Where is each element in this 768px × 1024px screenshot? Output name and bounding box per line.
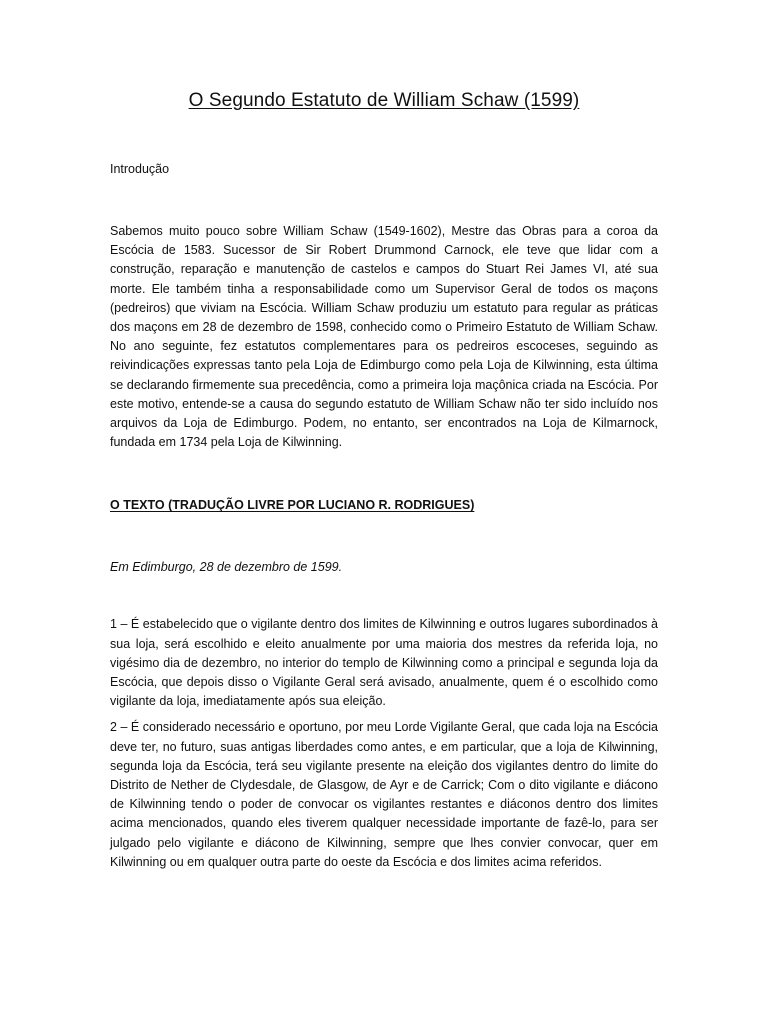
article-1: 1 – É estabelecido que o vigilante dentro dos limites de Kilwinning e outros lugares subordinados à sua loja, será escolhido e eleito anualmente por uma maioria dos mestres da referida loja, no vigésimo dia de dezembro, no interior do templo de Kilwinning como a principal e segunda loja da Escócia, que depois disso o Vigilante Geral será avisado, anualmente, quem é o escolhido como vigilante da loja, imediatamente após sua eleição.: [110, 617, 658, 709]
text-section-heading: O TEXTO (TRADUÇÃO LIVRE POR LUCIANO R. RODRIGUES): [110, 498, 475, 513]
place-date-line: Em Edimburgo, 28 de dezembro de 1599.: [110, 560, 343, 575]
document-title: O Segundo Estatuto de William Schaw (1599): [188, 90, 580, 111]
intro-paragraph: Sabemos muito pouco sobre William Schaw (1549-1602), Mestre das Obras para a coroa da Escócia de 1583. Sucessor de Sir Robert Drummond Carnock, ele teve que lidar com a construção, reparação e manutenção de castelos e campos do Stuart Rei James VI, até sua morte. Ele também tinha a responsabilidade como um Supervisor Geral de todos os maçons (pedreiros) que viviam na Escócia. William Schaw produziu um estatuto para regular as práticas dos maçons em 28 de dezembro de 1598, conhecido como o Primeiro Estatuto de William Schaw. No ano seguinte, fez estatutos complementares para os pedreiros escoceses, seguindo as reivindicações expressas tanto pela Loja de Edimburgo como pela Loja de Kilwinning, esta última se declarando firmemente sua precedência, como a primeira loja maçônica criada na Escócia. Por este motivo, entende-se a causa do segundo estatuto de William Schaw não ter sido incluído nos arquivos da Loja de Edimburgo. Podem, no entanto, ser encontrados na Loja de Kilmarnock, fundada em 1734 pela Loja de Kilwinning.: [110, 224, 658, 450]
intro-label: Introdução: [110, 162, 170, 176]
document-page: [110, 88, 658, 872]
article-2: 2 – É considerado necessário e oportuno, por meu Lorde Vigilante Geral, que cada loja na Escócia deve ter, no futuro, suas antigas liberdades como antes, e em particular, que a loja de Kilwinning, segunda loja da Escócia, terá seu vigilante presente na eleição dos vigilantes dentro do limite do Distrito de Nether de Clydesdale, de Glasgow, de Ayr e de Carrick; Com o dito vigilante e diácono de Kilwinning tendo o poder de convocar os vigilantes restantes e diáconos dentro dos limites acima mencionados, quando eles tiverem qualquer necessidade importante de fazê-lo, para ser julgado pelo vigilante e diácono de Kilwinning, sempre que lhes convier convocar, quer em Kilwinning ou em qualquer outra parte do oeste da Escócia e dos limites acima referidos.: [110, 720, 658, 869]
